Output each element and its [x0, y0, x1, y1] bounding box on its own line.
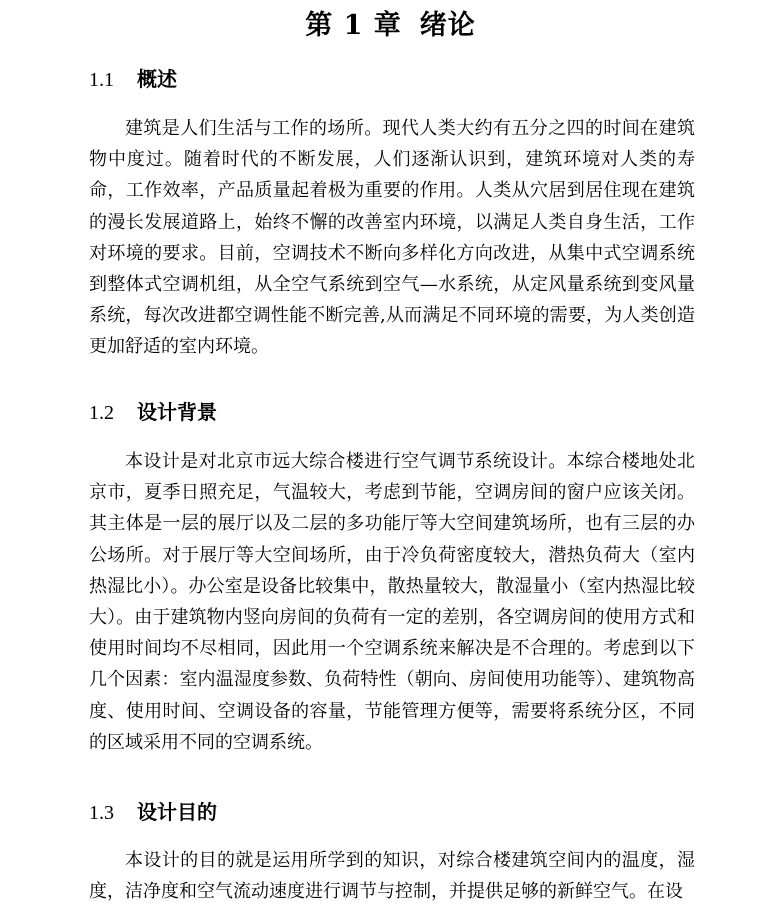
- chapter-title: [0, 6, 781, 46]
- section-number: 1.1: [89, 69, 114, 91]
- section-heading-1-2: [89, 397, 217, 428]
- section-paragraph-1-2: 本设计是对北京市远大综合楼进行空气调节系统设计。本综合楼地处北京市，夏季日照充足，气温较大，考虑到节能，空调房间的窗户应该关闭。其主体是一层的展厅以及二层的多功能厅等大空间建筑场所，也有三层的办公场所。对于展厅等大空间场所，由于冷负荷密度较大，潜热负荷大（室内热湿比小）。办公室是设备比较集中，散热量较大，散湿量小（室内热湿比较大）。由于建筑物内竖向房间的负荷有一定的差别，各空调房间的使用方式和使用时间均不尽相同，因此用一个空调系统来解决是不合理的。考虑到以下几个因素：室内温湿度参数、负荷特性（朝向、房间使用功能等）、建筑物高度、使用时间、空调设备的容量，节能管理方便等，需要将系统分区，不同的区域采用不同的空调系统。: [89, 451, 695, 753]
- section-paragraph-1-3: 本设计的目的就是运用所学到的知识，对综合楼建筑空间内的温度，湿度，洁净度和空气流动速度进行调节与控制，并提供足够的新鲜空气。在设: [89, 850, 695, 903]
- section-heading-1-3: [89, 797, 217, 828]
- section-title: 设计背景: [137, 400, 217, 424]
- section-title: 概述: [137, 67, 177, 91]
- section-number: 1.2: [89, 402, 114, 424]
- section-paragraph-1-1: 建筑是人们生活与工作的场所。现代人类大约有五分之四的时间在建筑物中度过。随着时代的不断发展，人们逐渐认识到，建筑环境对人类的寿命，工作效率，产品质量起着极为重要的作用。人类从穴居到居住现在建筑的漫长发展道路上，始终不懈的改善室内环境，以满足人类自身生活，工作对环境的要求。目前，空调技术不断向多样化方向改进，从集中式空调系统到整体式空调机组，从全空气系统到空气—水系统，从定风量系统到变风量系统，每次改进都空调性能不断完善,从而满足不同环境的需要，为人类创造更加舒适的室内环境。: [89, 118, 695, 358]
- section-number: 1.3: [89, 802, 114, 824]
- section-heading-1-1: [89, 64, 177, 95]
- chapter-title-text: 绪论: [419, 10, 476, 41]
- section-title: 设计目的: [137, 800, 217, 824]
- chapter-number: 第 1 章: [305, 10, 402, 41]
